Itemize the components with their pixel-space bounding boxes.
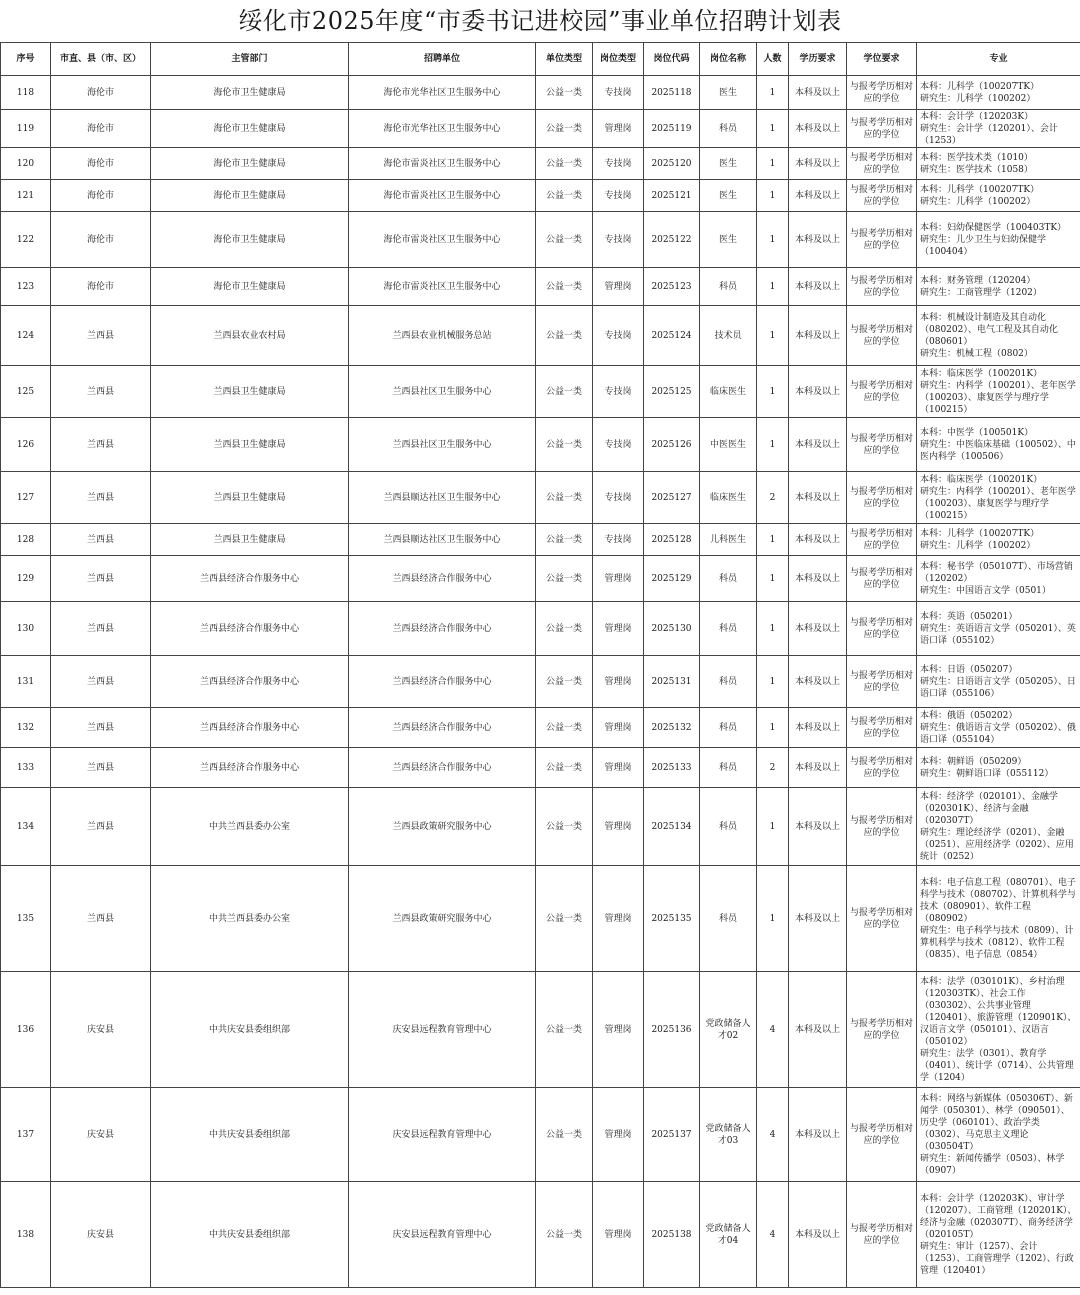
cell-major: 本科：网络与新媒体（050306T）、新闻学（050301）、林学（090501）、历史学（060101）、政治学类（0302）、马克思主义理论（030504T） 研究生：新闻传播学（0503）、林学（0907） xyxy=(917,1088,1080,1182)
cell-post-name: 党政储备人才03 xyxy=(700,1088,757,1182)
cell-education: 本科及以上 xyxy=(789,418,847,472)
cell-degree: 与报考学历相对应的学位 xyxy=(847,76,917,110)
table-row xyxy=(1,656,1080,708)
cell-post-code: 2025122 xyxy=(644,212,700,268)
cell-degree: 与报考学历相对应的学位 xyxy=(847,866,917,972)
cell-post-code: 2025136 xyxy=(644,972,700,1088)
cell-major: 本科：经济学（020101）、金融学（020301K）、经济与金融（020307T） 研究生：理论经济学（0201）、金融（0251）、应用经济学（0202）、应用统计（0252） xyxy=(917,788,1080,866)
cell-post-code: 2025135 xyxy=(644,866,700,972)
cell-post-type: 管理岗 xyxy=(593,656,644,708)
cell-post-type: 管理岗 xyxy=(593,866,644,972)
cell-area: 兰西县 xyxy=(51,418,151,472)
cell-unit: 兰西县经济合作服务中心 xyxy=(349,602,536,656)
header-unit: 招聘单位 xyxy=(349,43,536,76)
cell-post-code: 2025138 xyxy=(644,1182,700,1288)
cell-degree: 与报考学历相对应的学位 xyxy=(847,788,917,866)
cell-education: 本科及以上 xyxy=(789,110,847,148)
table-row xyxy=(1,708,1080,748)
header-post-name: 岗位名称 xyxy=(700,43,757,76)
cell-area: 兰西县 xyxy=(51,556,151,602)
header-serial: 序号 xyxy=(1,43,51,76)
cell-post-type: 管理岗 xyxy=(593,972,644,1088)
cell-department: 兰西县经济合作服务中心 xyxy=(151,602,349,656)
table-row xyxy=(1,306,1080,366)
cell-unit: 兰西县经济合作服务中心 xyxy=(349,708,536,748)
cell-count: 2 xyxy=(757,748,789,788)
cell-post-type: 专技岗 xyxy=(593,418,644,472)
cell-post-code: 2025123 xyxy=(644,268,700,306)
cell-serial: 118 xyxy=(1,76,51,110)
cell-unit-type: 公益一类 xyxy=(536,866,593,972)
cell-unit-type: 公益一类 xyxy=(536,148,593,180)
cell-post-name: 党政储备人才02 xyxy=(700,972,757,1088)
cell-post-type: 专技岗 xyxy=(593,366,644,418)
cell-post-name: 科员 xyxy=(700,556,757,602)
cell-degree: 与报考学历相对应的学位 xyxy=(847,972,917,1088)
table-row xyxy=(1,366,1080,418)
cell-serial: 128 xyxy=(1,524,51,556)
table-row xyxy=(1,212,1080,268)
cell-count: 1 xyxy=(757,306,789,366)
header-area: 市直、县（市、区） xyxy=(51,43,151,76)
cell-post-type: 管理岗 xyxy=(593,110,644,148)
cell-department: 海伦市卫生健康局 xyxy=(151,212,349,268)
cell-post-name: 科员 xyxy=(700,656,757,708)
cell-unit-type: 公益一类 xyxy=(536,788,593,866)
cell-post-name: 科员 xyxy=(700,268,757,306)
cell-area: 兰西县 xyxy=(51,524,151,556)
cell-unit: 海伦市雷炎社区卫生服务中心 xyxy=(349,212,536,268)
header-degree: 学位要求 xyxy=(847,43,917,76)
cell-post-type: 管理岗 xyxy=(593,788,644,866)
cell-post-type: 专技岗 xyxy=(593,472,644,524)
cell-education: 本科及以上 xyxy=(789,148,847,180)
cell-unit-type: 公益一类 xyxy=(536,524,593,556)
cell-unit-type: 公益一类 xyxy=(536,972,593,1088)
cell-count: 1 xyxy=(757,788,789,866)
cell-area: 兰西县 xyxy=(51,472,151,524)
cell-post-type: 专技岗 xyxy=(593,180,644,212)
cell-department: 兰西县经济合作服务中心 xyxy=(151,556,349,602)
cell-unit: 兰西县农业机械服务总站 xyxy=(349,306,536,366)
cell-unit-type: 公益一类 xyxy=(536,76,593,110)
cell-count: 1 xyxy=(757,110,789,148)
cell-count: 1 xyxy=(757,418,789,472)
cell-education: 本科及以上 xyxy=(789,748,847,788)
cell-major: 本科：儿科学（100207TK） 研究生：儿科学（100202） xyxy=(917,180,1080,212)
cell-unit: 兰西县顺达社区卫生服务中心 xyxy=(349,472,536,524)
cell-unit-type: 公益一类 xyxy=(536,656,593,708)
table-row xyxy=(1,556,1080,602)
cell-post-name: 医生 xyxy=(700,212,757,268)
cell-post-name: 科员 xyxy=(700,788,757,866)
cell-area: 兰西县 xyxy=(51,788,151,866)
cell-unit: 兰西县顺达社区卫生服务中心 xyxy=(349,524,536,556)
cell-count: 4 xyxy=(757,1182,789,1288)
cell-degree: 与报考学历相对应的学位 xyxy=(847,524,917,556)
cell-degree: 与报考学历相对应的学位 xyxy=(847,1088,917,1182)
cell-department: 海伦市卫生健康局 xyxy=(151,268,349,306)
cell-serial: 124 xyxy=(1,306,51,366)
cell-area: 海伦市 xyxy=(51,268,151,306)
page-title: 绥化市2025年度“市委书记进校园”事业单位招聘计划表 xyxy=(238,7,842,35)
cell-department: 兰西县农业农村局 xyxy=(151,306,349,366)
cell-unit: 兰西县经济合作服务中心 xyxy=(349,656,536,708)
cell-serial: 122 xyxy=(1,212,51,268)
cell-major: 本科：日语（050207） 研究生：日语语言文学（050205）、日语口译（055106） xyxy=(917,656,1080,708)
cell-area: 海伦市 xyxy=(51,76,151,110)
table-row xyxy=(1,1088,1080,1182)
cell-major: 本科：临床医学（100201K） 研究生：内科学（100201）、老年医学（100203）、康复医学与理疗学（100215） xyxy=(917,472,1080,524)
cell-degree: 与报考学历相对应的学位 xyxy=(847,472,917,524)
cell-post-type: 专技岗 xyxy=(593,524,644,556)
cell-post-code: 2025121 xyxy=(644,180,700,212)
cell-degree: 与报考学历相对应的学位 xyxy=(847,306,917,366)
cell-post-type: 管理岗 xyxy=(593,708,644,748)
cell-unit-type: 公益一类 xyxy=(536,748,593,788)
cell-post-type: 管理岗 xyxy=(593,556,644,602)
cell-post-code: 2025125 xyxy=(644,366,700,418)
cell-unit: 海伦市雷炎社区卫生服务中心 xyxy=(349,268,536,306)
cell-area: 庆安县 xyxy=(51,972,151,1088)
cell-degree: 与报考学历相对应的学位 xyxy=(847,602,917,656)
cell-department: 兰西县卫生健康局 xyxy=(151,472,349,524)
cell-degree: 与报考学历相对应的学位 xyxy=(847,708,917,748)
cell-post-code: 2025132 xyxy=(644,708,700,748)
cell-degree: 与报考学历相对应的学位 xyxy=(847,180,917,212)
cell-major: 本科：秘书学（050107T）、市场营销（120202） 研究生：中国语言文学（0501） xyxy=(917,556,1080,602)
cell-post-type: 专技岗 xyxy=(593,306,644,366)
cell-department: 海伦市卫生健康局 xyxy=(151,76,349,110)
cell-unit: 兰西县社区卫生服务中心 xyxy=(349,366,536,418)
header-major: 专业 xyxy=(917,43,1080,76)
cell-department: 中共庆安县委组织部 xyxy=(151,1088,349,1182)
cell-department: 中共兰西县委办公室 xyxy=(151,866,349,972)
table-row xyxy=(1,148,1080,180)
table-row xyxy=(1,524,1080,556)
cell-area: 兰西县 xyxy=(51,708,151,748)
cell-major: 本科：儿科学（100207TK） 研究生：儿科学（100202） xyxy=(917,524,1080,556)
cell-education: 本科及以上 xyxy=(789,972,847,1088)
cell-serial: 126 xyxy=(1,418,51,472)
cell-post-type: 管理岗 xyxy=(593,1088,644,1182)
header-count: 人数 xyxy=(757,43,789,76)
cell-unit: 兰西县政策研究服务中心 xyxy=(349,788,536,866)
cell-degree: 与报考学历相对应的学位 xyxy=(847,366,917,418)
cell-unit-type: 公益一类 xyxy=(536,556,593,602)
cell-post-code: 2025137 xyxy=(644,1088,700,1182)
cell-major: 本科：机械设计制造及其自动化（080202）、电气工程及其自动化（080601） 研究生：机械工程（0802） xyxy=(917,306,1080,366)
cell-education: 本科及以上 xyxy=(789,180,847,212)
cell-education: 本科及以上 xyxy=(789,708,847,748)
cell-department: 海伦市卫生健康局 xyxy=(151,148,349,180)
cell-post-type: 管理岗 xyxy=(593,1182,644,1288)
cell-area: 海伦市 xyxy=(51,212,151,268)
table-header-row xyxy=(1,43,1080,76)
cell-post-type: 专技岗 xyxy=(593,148,644,180)
cell-post-code: 2025126 xyxy=(644,418,700,472)
table-row xyxy=(1,1182,1080,1288)
cell-post-name: 科员 xyxy=(700,748,757,788)
table-row xyxy=(1,472,1080,524)
cell-post-name: 党政储备人才04 xyxy=(700,1182,757,1288)
cell-degree: 与报考学历相对应的学位 xyxy=(847,110,917,148)
cell-major: 本科：妇幼保健医学（100403TK） 研究生：儿少卫生与妇幼保健学（100404） xyxy=(917,212,1080,268)
cell-serial: 130 xyxy=(1,602,51,656)
table-row xyxy=(1,788,1080,866)
header-education: 学历要求 xyxy=(789,43,847,76)
cell-serial: 137 xyxy=(1,1088,51,1182)
cell-major: 本科：会计学（120203K）、审计学（120207）、工商管理（120201K）、经济与金融（020307T）、商务经济学（020105T） 研究生：审计（1257）、会计（1253）、工商管理学（1202）、行政管理（120401） xyxy=(917,1182,1080,1288)
cell-post-code: 2025124 xyxy=(644,306,700,366)
cell-department: 海伦市卫生健康局 xyxy=(151,180,349,212)
cell-department: 中共庆安县委组织部 xyxy=(151,1182,349,1288)
cell-degree: 与报考学历相对应的学位 xyxy=(847,418,917,472)
cell-post-code: 2025120 xyxy=(644,148,700,180)
cell-serial: 123 xyxy=(1,268,51,306)
table-row xyxy=(1,268,1080,306)
cell-unit-type: 公益一类 xyxy=(536,366,593,418)
cell-education: 本科及以上 xyxy=(789,656,847,708)
cell-serial: 121 xyxy=(1,180,51,212)
cell-unit: 海伦市光华社区卫生服务中心 xyxy=(349,76,536,110)
cell-count: 4 xyxy=(757,972,789,1088)
table-row xyxy=(1,866,1080,972)
cell-education: 本科及以上 xyxy=(789,306,847,366)
cell-degree: 与报考学历相对应的学位 xyxy=(847,212,917,268)
cell-major: 本科：电子信息工程（080701）、电子科学与技术（080702）、计算机科学与技术（080901）、软件工程（080902） 研究生：电子科学与技术（0809）、计算机科学与技术（0812）、软件工程（0835）、电子信息（0854） xyxy=(917,866,1080,972)
cell-post-name: 医生 xyxy=(700,76,757,110)
cell-post-type: 管理岗 xyxy=(593,268,644,306)
cell-unit-type: 公益一类 xyxy=(536,602,593,656)
cell-department: 中共兰西县委办公室 xyxy=(151,788,349,866)
cell-area: 兰西县 xyxy=(51,366,151,418)
cell-count: 1 xyxy=(757,366,789,418)
cell-department: 兰西县经济合作服务中心 xyxy=(151,748,349,788)
cell-area: 海伦市 xyxy=(51,110,151,148)
cell-unit-type: 公益一类 xyxy=(536,1182,593,1288)
cell-count: 1 xyxy=(757,602,789,656)
table-row xyxy=(1,972,1080,1088)
table-row xyxy=(1,76,1080,110)
table-row xyxy=(1,418,1080,472)
cell-department: 中共庆安县委组织部 xyxy=(151,972,349,1088)
cell-education: 本科及以上 xyxy=(789,212,847,268)
cell-area: 海伦市 xyxy=(51,148,151,180)
cell-unit-type: 公益一类 xyxy=(536,212,593,268)
cell-unit: 海伦市光华社区卫生服务中心 xyxy=(349,110,536,148)
cell-post-code: 2025133 xyxy=(644,748,700,788)
cell-education: 本科及以上 xyxy=(789,524,847,556)
cell-unit: 兰西县社区卫生服务中心 xyxy=(349,418,536,472)
cell-degree: 与报考学历相对应的学位 xyxy=(847,1182,917,1288)
cell-serial: 133 xyxy=(1,748,51,788)
cell-department: 兰西县经济合作服务中心 xyxy=(151,708,349,748)
cell-serial: 134 xyxy=(1,788,51,866)
cell-unit: 庆安县远程教育管理中心 xyxy=(349,1182,536,1288)
cell-post-name: 临床医生 xyxy=(700,366,757,418)
cell-education: 本科及以上 xyxy=(789,556,847,602)
cell-major: 本科：中医学（100501K） 研究生：中医临床基础（100502）、中医内科学（100506） xyxy=(917,418,1080,472)
cell-education: 本科及以上 xyxy=(789,1088,847,1182)
table-row xyxy=(1,602,1080,656)
cell-degree: 与报考学历相对应的学位 xyxy=(847,268,917,306)
cell-post-name: 技术员 xyxy=(700,306,757,366)
table-body xyxy=(1,76,1080,1288)
header-post-type: 岗位类型 xyxy=(593,43,644,76)
cell-education: 本科及以上 xyxy=(789,76,847,110)
cell-department: 兰西县卫生健康局 xyxy=(151,524,349,556)
cell-serial: 119 xyxy=(1,110,51,148)
header-department: 主管部门 xyxy=(151,43,349,76)
cell-post-name: 科员 xyxy=(700,866,757,972)
cell-count: 1 xyxy=(757,180,789,212)
cell-unit: 海伦市雷炎社区卫生服务中心 xyxy=(349,180,536,212)
cell-major: 本科：俄语（050202） 研究生：俄语语言文学（050202）、俄语口译（055104） xyxy=(917,708,1080,748)
recruitment-plan-table xyxy=(0,42,1080,1288)
cell-post-name: 临床医生 xyxy=(700,472,757,524)
cell-serial: 125 xyxy=(1,366,51,418)
cell-unit: 海伦市雷炎社区卫生服务中心 xyxy=(349,148,536,180)
cell-education: 本科及以上 xyxy=(789,268,847,306)
cell-post-code: 2025129 xyxy=(644,556,700,602)
cell-serial: 135 xyxy=(1,866,51,972)
cell-unit: 兰西县政策研究服务中心 xyxy=(349,866,536,972)
table-row xyxy=(1,748,1080,788)
cell-post-name: 医生 xyxy=(700,180,757,212)
cell-serial: 132 xyxy=(1,708,51,748)
cell-unit: 兰西县经济合作服务中心 xyxy=(349,556,536,602)
cell-area: 海伦市 xyxy=(51,180,151,212)
cell-post-name: 科员 xyxy=(700,110,757,148)
cell-education: 本科及以上 xyxy=(789,602,847,656)
cell-degree: 与报考学历相对应的学位 xyxy=(847,656,917,708)
cell-serial: 136 xyxy=(1,972,51,1088)
cell-count: 1 xyxy=(757,556,789,602)
cell-unit-type: 公益一类 xyxy=(536,708,593,748)
cell-count: 2 xyxy=(757,472,789,524)
cell-post-type: 专技岗 xyxy=(593,212,644,268)
cell-serial: 138 xyxy=(1,1182,51,1288)
cell-post-name: 科员 xyxy=(700,602,757,656)
cell-unit-type: 公益一类 xyxy=(536,472,593,524)
cell-area: 兰西县 xyxy=(51,656,151,708)
cell-major: 本科：朝鲜语（050209） 研究生：朝鲜语口译（055112） xyxy=(917,748,1080,788)
cell-unit: 庆安县远程教育管理中心 xyxy=(349,972,536,1088)
cell-area: 兰西县 xyxy=(51,866,151,972)
cell-count: 1 xyxy=(757,148,789,180)
cell-major: 本科：财务管理（120204） 研究生：工商管理学（1202） xyxy=(917,268,1080,306)
header-post-code: 岗位代码 xyxy=(644,43,700,76)
cell-degree: 与报考学历相对应的学位 xyxy=(847,748,917,788)
cell-count: 1 xyxy=(757,656,789,708)
cell-serial: 120 xyxy=(1,148,51,180)
table-row xyxy=(1,180,1080,212)
cell-area: 庆安县 xyxy=(51,1182,151,1288)
cell-unit-type: 公益一类 xyxy=(536,418,593,472)
cell-post-code: 2025118 xyxy=(644,76,700,110)
cell-major: 本科：医学技术类（1010） 研究生：医学技术（1058） xyxy=(917,148,1080,180)
cell-serial: 131 xyxy=(1,656,51,708)
cell-post-name: 科员 xyxy=(700,708,757,748)
cell-count: 1 xyxy=(757,76,789,110)
cell-education: 本科及以上 xyxy=(789,788,847,866)
cell-education: 本科及以上 xyxy=(789,866,847,972)
cell-unit: 兰西县经济合作服务中心 xyxy=(349,748,536,788)
cell-unit-type: 公益一类 xyxy=(536,110,593,148)
cell-serial: 127 xyxy=(1,472,51,524)
cell-unit-type: 公益一类 xyxy=(536,268,593,306)
cell-post-code: 2025131 xyxy=(644,656,700,708)
cell-area: 兰西县 xyxy=(51,306,151,366)
cell-area: 庆安县 xyxy=(51,1088,151,1182)
cell-count: 1 xyxy=(757,268,789,306)
cell-serial: 129 xyxy=(1,556,51,602)
cell-post-code: 2025134 xyxy=(644,788,700,866)
cell-post-type: 管理岗 xyxy=(593,748,644,788)
cell-education: 本科及以上 xyxy=(789,472,847,524)
header-unit-type: 单位类型 xyxy=(536,43,593,76)
cell-education: 本科及以上 xyxy=(789,1182,847,1288)
cell-major: 本科：儿科学（100207TK） 研究生：儿科学（100202） xyxy=(917,76,1080,110)
cell-department: 兰西县卫生健康局 xyxy=(151,418,349,472)
cell-education: 本科及以上 xyxy=(789,366,847,418)
cell-count: 1 xyxy=(757,866,789,972)
cell-post-code: 2025127 xyxy=(644,472,700,524)
cell-major: 本科：英语（050201） 研究生：英语语言文学（050201）、英语口译（055102） xyxy=(917,602,1080,656)
cell-degree: 与报考学历相对应的学位 xyxy=(847,556,917,602)
cell-unit: 庆安县远程教育管理中心 xyxy=(349,1088,536,1182)
cell-post-code: 2025128 xyxy=(644,524,700,556)
cell-area: 兰西县 xyxy=(51,748,151,788)
cell-major: 本科：会计学（120203K） 研究生：会计学（120201）、会计（1253） xyxy=(917,110,1080,148)
cell-post-code: 2025119 xyxy=(644,110,700,148)
cell-count: 1 xyxy=(757,212,789,268)
cell-count: 1 xyxy=(757,708,789,748)
cell-post-code: 2025130 xyxy=(644,602,700,656)
cell-post-name: 儿科医生 xyxy=(700,524,757,556)
cell-unit-type: 公益一类 xyxy=(536,1088,593,1182)
cell-post-type: 管理岗 xyxy=(593,602,644,656)
cell-post-name: 中医医生 xyxy=(700,418,757,472)
cell-major: 本科：临床医学（100201K） 研究生：内科学（100201）、老年医学（100203）、康复医学与理疗学（100215） xyxy=(917,366,1080,418)
table-row xyxy=(1,110,1080,148)
cell-area: 兰西县 xyxy=(51,602,151,656)
cell-department: 兰西县卫生健康局 xyxy=(151,366,349,418)
cell-department: 兰西县经济合作服务中心 xyxy=(151,656,349,708)
cell-count: 1 xyxy=(757,524,789,556)
cell-degree: 与报考学历相对应的学位 xyxy=(847,148,917,180)
cell-unit-type: 公益一类 xyxy=(536,306,593,366)
cell-post-type: 专技岗 xyxy=(593,76,644,110)
cell-major: 本科：法学（030101K）、乡村治理（120303TK）、社会工作（030302）、公共事业管理（120401）、旅游管理（120901K）、汉语言文学（050101）、汉语言（050102） 研究生：法学（0301）、教育学（0401）、统计学（0714）、公共管理学（1204） xyxy=(917,972,1080,1088)
cell-count: 4 xyxy=(757,1088,789,1182)
cell-unit-type: 公益一类 xyxy=(536,180,593,212)
cell-post-name: 医生 xyxy=(700,148,757,180)
cell-department: 海伦市卫生健康局 xyxy=(151,110,349,148)
